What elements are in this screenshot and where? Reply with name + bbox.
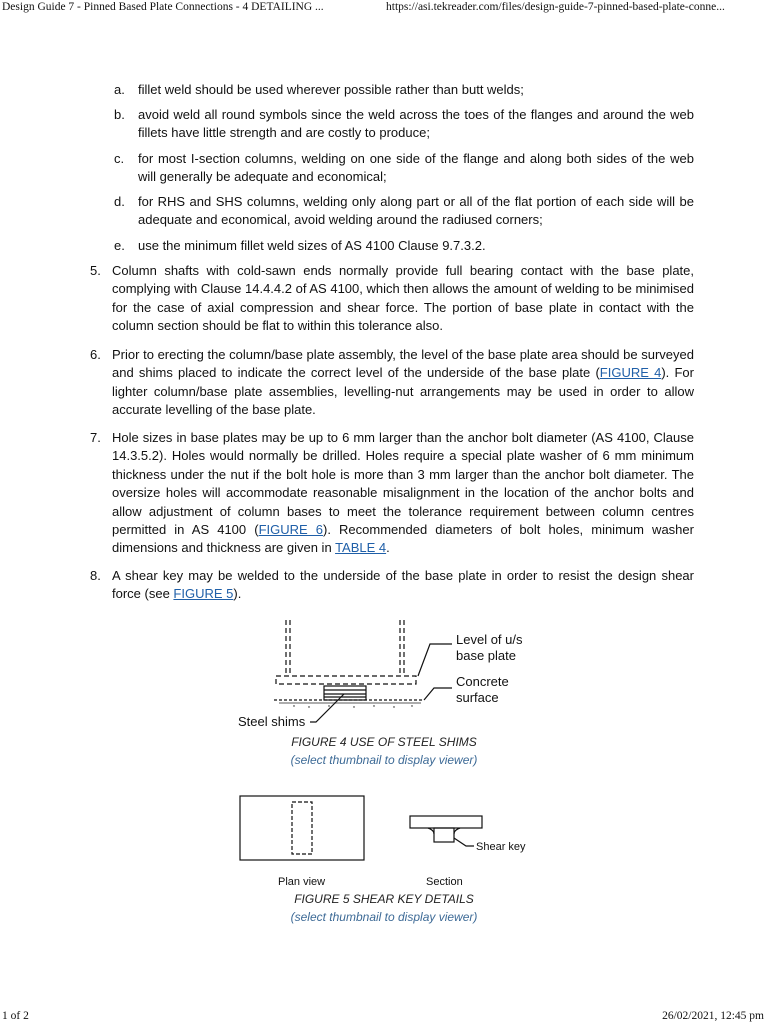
list-text: Column shafts with cold-sawn ends normally provide full bearing contact with the base plate, complying with Clause 14.4.4.2 of AS 4100, which then allows the amount of welding to be minimised for the case of axial compression and shear force. The portion of base plate in contact with the column section should be flat to within this tolerance also. [112,263,694,334]
list-item [114,150,694,187]
page-url: https://asi.tekreader.com/files/design-guide-7-pinned-based-plate-conne... [386,1,725,13]
list-text: use the minimum fillet weld sizes of AS 4100 Clause 9.7.3.2. [138,238,486,253]
print-header [0,0,768,16]
list-marker: 8. [90,568,101,583]
fig4-level-label-1: Level of u/s [456,632,523,647]
list-item [114,237,694,255]
fig5-shear-key-label: Shear key [476,841,526,853]
document-title: Design Guide 7 - Pinned Based Plate Connections - 4 DETAILING ... [2,1,324,13]
fig4-concrete-label-2: surface [456,690,499,705]
fig5-plan-label: Plan view [278,876,326,888]
list-text: avoid weld all round symbols since the weld across the toes of the flanges and around the web fillets have little strength and are costly to produce; [138,107,694,141]
list-text: fillet weld should be used wherever possible rather than butt welds; [138,82,524,97]
figure-5-caption: FIGURE 5 SHEAR KEY DETAILS [294,892,474,906]
print-footer [0,1010,768,1024]
list-text: for most I-section columns, welding on one side of the flange and along both sides of the web will generally be adequate and economical; [138,151,694,185]
figure-6-link[interactable]: FIGURE 6 [258,522,323,538]
figure-4-link[interactable]: FIGURE 4 [599,365,662,381]
list-marker: d. [114,194,125,209]
list-marker: e. [114,238,125,253]
list-marker: 6. [90,347,101,362]
list-marker: c. [114,151,125,166]
list-item [90,346,694,420]
list-marker: 5. [90,263,101,278]
list-marker: a. [114,82,125,97]
list-marker: 7. [90,430,101,445]
list-marker: b. [114,107,125,122]
figure-5-thumbnail[interactable] [238,794,548,889]
list-item [114,106,694,143]
figure-4-thumbnail[interactable] [234,614,534,734]
figure-4-caption: FIGURE 4 USE OF STEEL SHIMS [291,735,477,749]
list-item [114,81,694,99]
list-item [114,193,694,230]
list-item [90,262,694,336]
page-number: 1 of 2 [2,1010,29,1022]
list-text: for RHS and SHS columns, welding only along part or all of the flat portion of each side will be adequate and economical, avoid welding around the radiused corners; [138,194,694,228]
figure-5-viewer-link[interactable]: (select thumbnail to display viewer) [290,910,478,924]
fig5-section-label: Section [426,876,463,888]
table-4-link[interactable]: TABLE 4 [335,540,387,556]
fig4-level-label-2: base plate [456,648,516,663]
list-text: A shear key may be welded to the underside of the base plate in order to resist the design shear force (see FIGURE 5). [112,568,694,602]
fig4-shims-label: Steel shims [238,714,306,729]
list-item [90,567,694,604]
list-text: Prior to erecting the column/base plate assembly, the level of the base plate area should be surveyed and shims placed to indicate the correct level of the underside of the base plate (FIGURE 4). For lighter column/base plate assemblies, levelling-nut arrangements may be used in order to allow accurate levelling of the base plate. [112,347,694,418]
list-item [90,429,694,558]
figure-5-link[interactable]: FIGURE 5 [173,586,234,602]
list-text: Hole sizes in base plates may be up to 6 mm larger than the anchor bolt diameter (AS 4100, Clause 14.3.5.2). Holes would normally be drilled. Holes require a special plate washer of 6 mm minimum thickness under the nut if the bolt hole is more than 3 mm larger than the anchor bolt diameter. The oversize holes will accommodate reasonable misalignment in the location of the anchor bolts and allow adjustment of column bases to meet the tolerance requirement between column centres permitted in AS 4100 (FIGURE 6). Recommended diameters of bolt holes, minimum washer dimensions and thickness are given in TABLE 4. [112,430,694,556]
fig4-concrete-label-1: Concrete [456,674,509,689]
figure-4-viewer-link[interactable]: (select thumbnail to display viewer) [290,753,478,767]
print-date: 26/02/2021, 12:45 pm [662,1010,764,1022]
